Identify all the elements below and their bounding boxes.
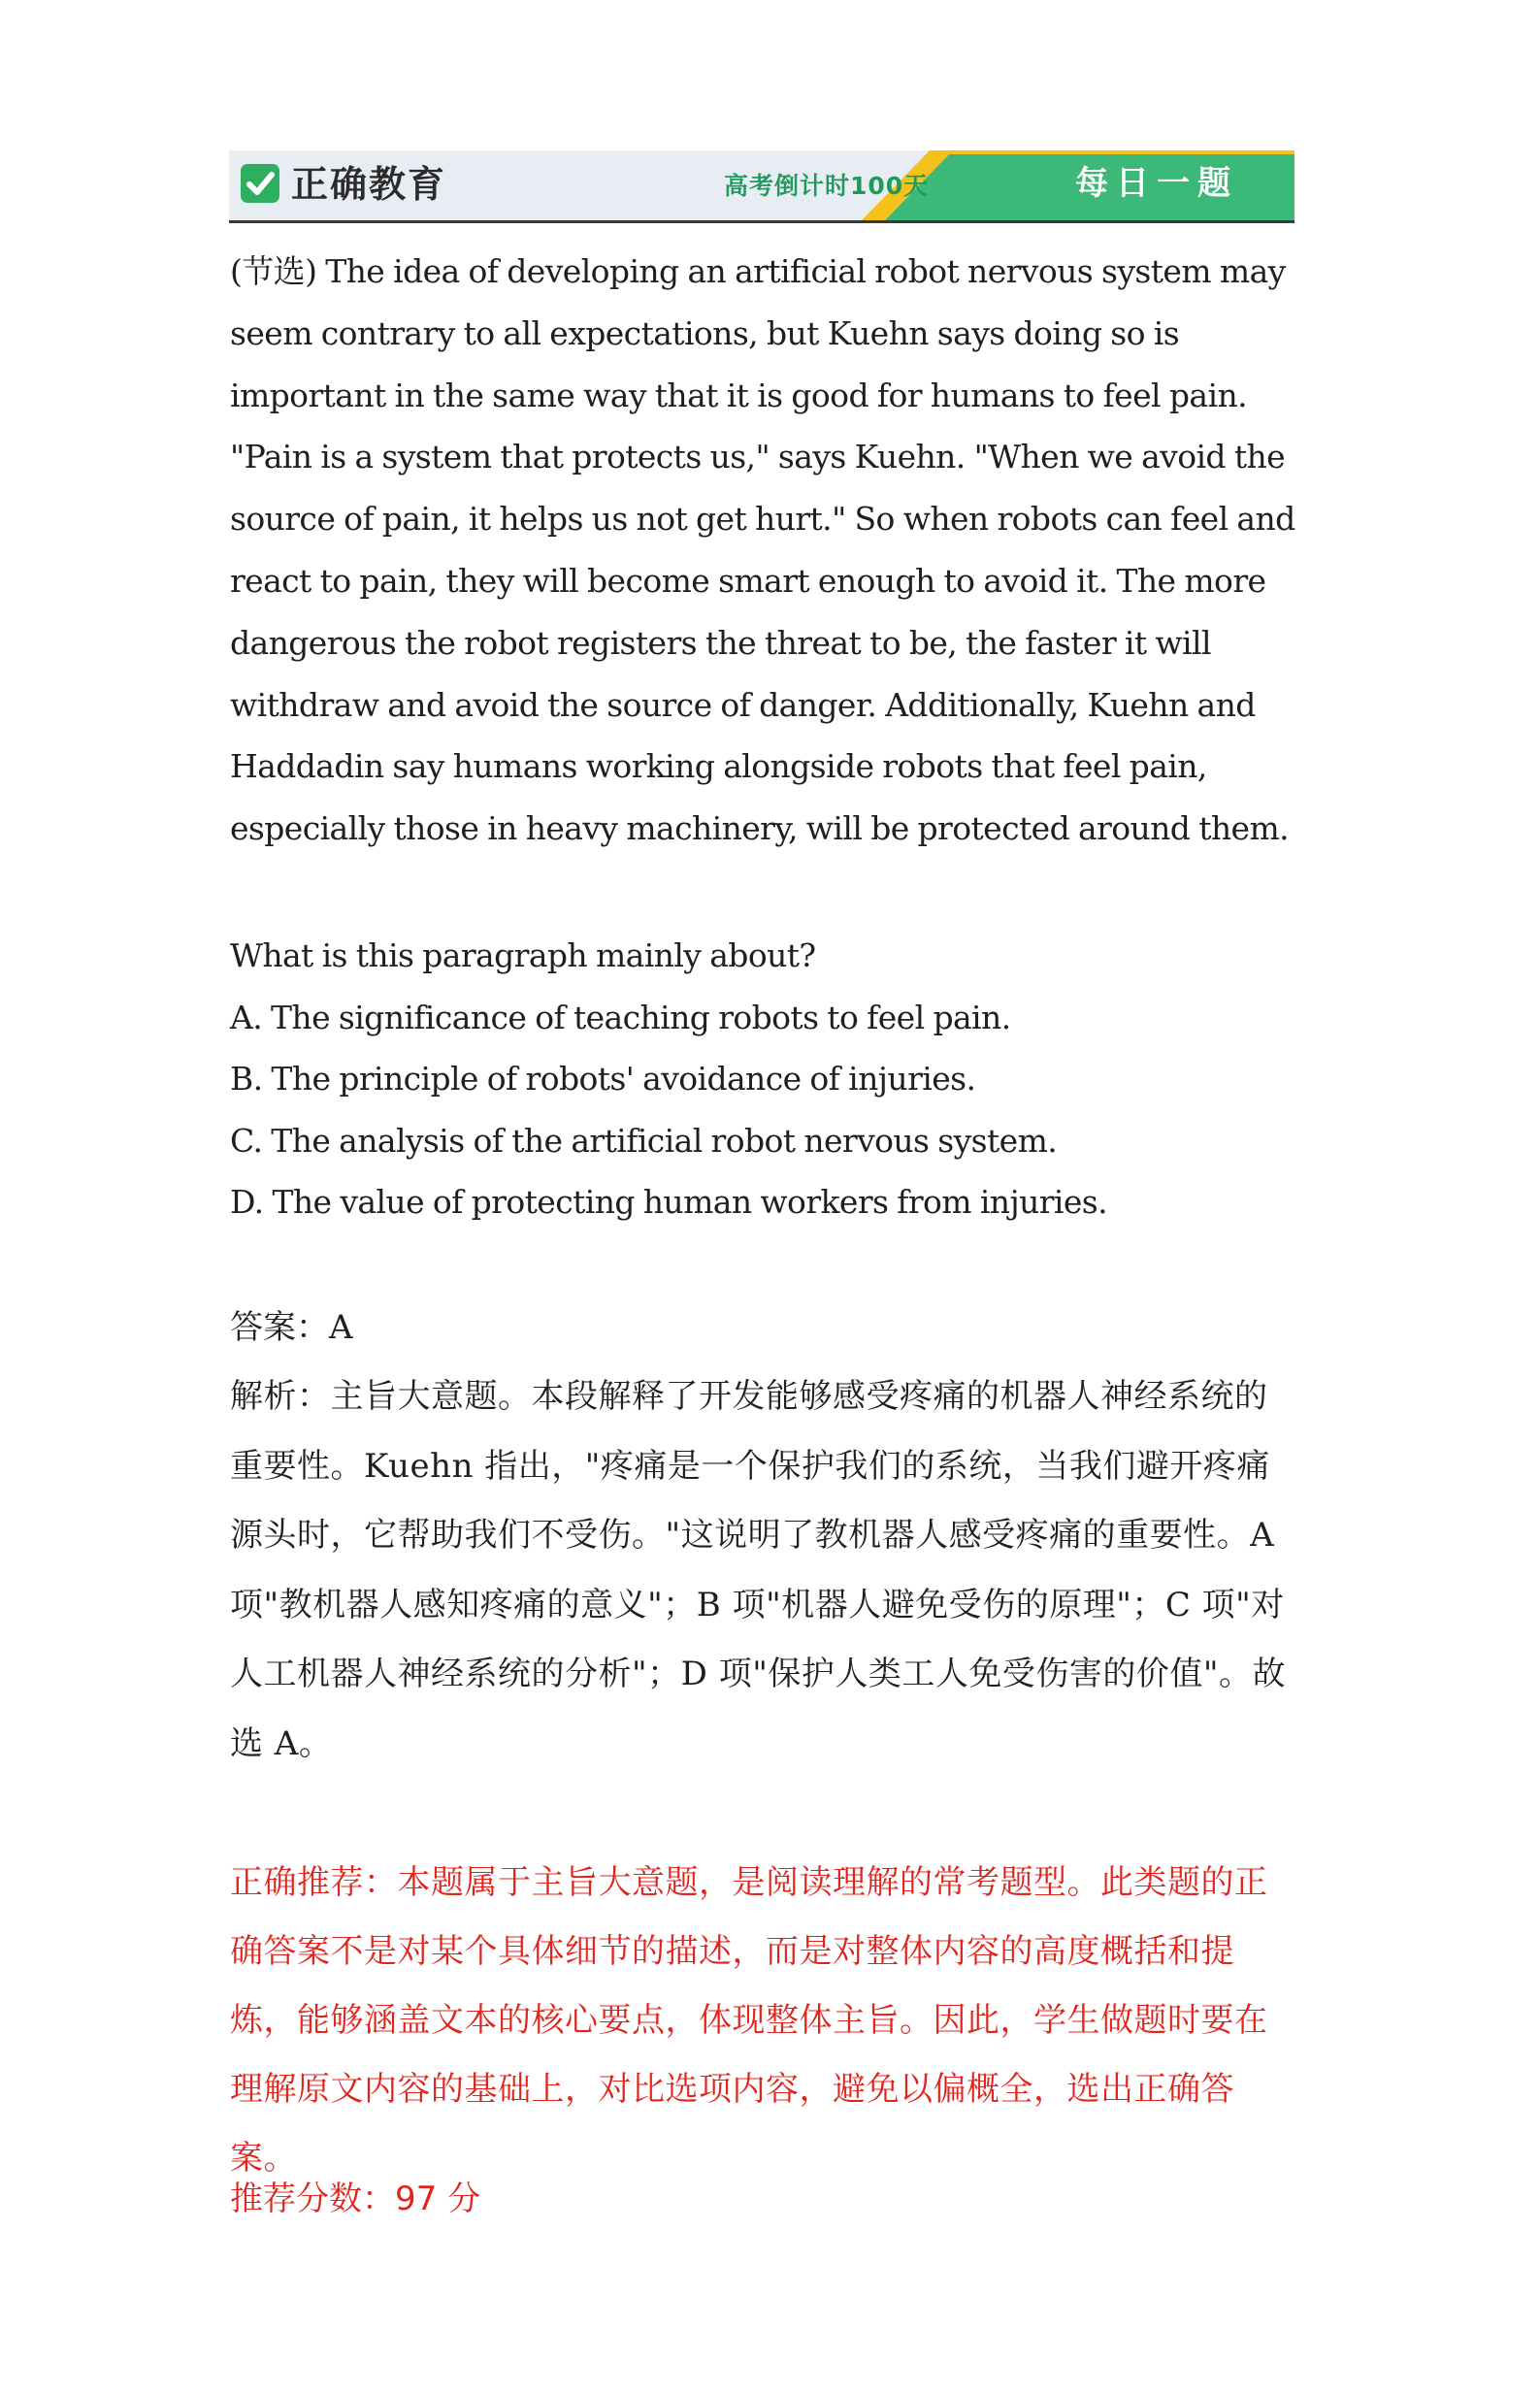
option-a: A. The significance of teaching robots to feel pain. [230,998,1011,1036]
option-c: C. The analysis of the artificial robot nervous system. [230,1121,1058,1160]
answer-line: 答案：A [230,1308,353,1347]
analysis-text: 解析：主旨大意题。本段解释了开发能够感受疼痛的机器人神经系统的重要性。Kuehn 指出，"疼痛是一个保护我们的系统，当我们避开疼痛源头时，它帮助我们不受伤。"这说明了教机器人感受疼痛的重要性。A 项"教机器人感知疼痛的意义"；B 项"机器人避免受伤的原理"；C 项"对人工机器人神经系统的分析"；D 项"保护人类工人免受伤害的价值"。故选 A。 [230,1377,1286,1763]
question-stem: What is this paragraph mainly about? [230,936,816,974]
recommended-score: 推荐分数：97 分 [230,2180,481,2218]
header-banner [229,150,1294,220]
header-divider [229,220,1294,223]
question-block [230,925,1297,1233]
daily-question-label: 每日一题 [1075,164,1238,203]
check-icon [241,164,279,203]
reading-passage [230,241,1297,860]
option-b: B. The principle of robots' avoidance of injuries. [230,1060,976,1098]
option-d: D. The value of protecting human workers from injuries. [230,1183,1108,1221]
brand-name: 正确教育 [291,163,447,206]
recommendation-text: 正确推荐：本题属于主旨大意题，是阅读理解的常考题型。此类题的正确答案不是对某个具体细节的描述，而是对整体内容的高度概括和提炼，能够涵盖文本的核心要点，体现整体主旨。因此，学生做题时要在理解原文内容的基础上，对比选项内容，避免以偏概全，选出正确答案。 [230,1863,1268,2178]
countdown-label: 高考倒计时100天 [724,172,930,200]
passage-text: (节选) The idea of developing an artificial robot nervous system may seem contrary to all expectations, but Kuehn says doing so is important in the same way that it is good for humans to feel pain. "Pain is a system that protects us," says Kuehn. "When we avoid the source of pain, it helps us not get hurt." So when robots can feel and react to pain, they will become smart enough to avoid it. The more dangerous the robot registers the threat to be, the faster it will withdraw and avoid the source of danger. Additionally, Kuehn and Haddadin say humans working alongside robots that feel pain, especially those in heavy machinery, will be protected around them. [230,252,1295,848]
